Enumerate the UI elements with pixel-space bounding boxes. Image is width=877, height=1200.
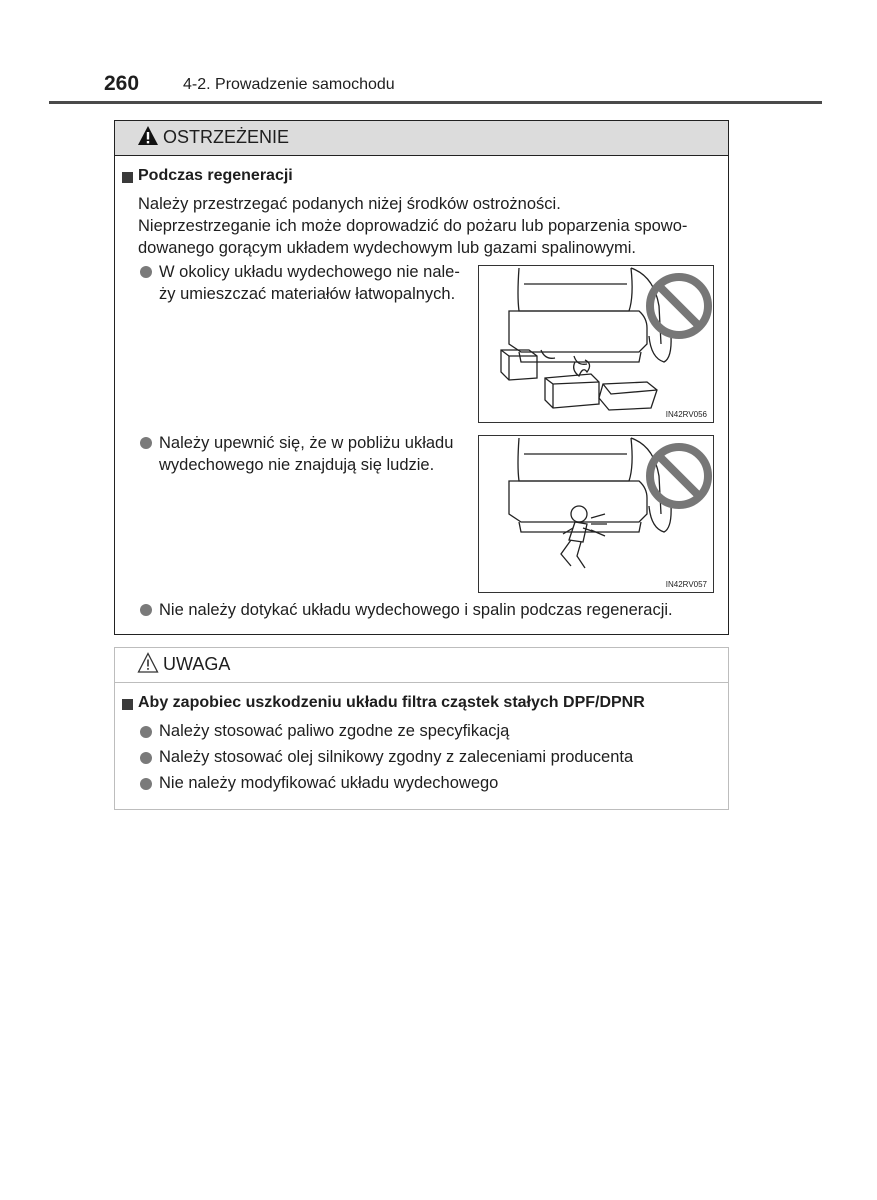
- section-title: 4-2. Prowadzenie samochodu: [183, 76, 395, 93]
- warning-box: [114, 120, 729, 635]
- bullet-dot-icon: [140, 266, 152, 278]
- notice-box: [114, 647, 729, 810]
- illustration-people: [478, 435, 714, 593]
- bullet-line: ży umieszczać materiałów łatwopalnych.: [159, 285, 456, 303]
- figure-code: IN42RV056: [665, 410, 707, 419]
- warning-header: [115, 121, 728, 156]
- warning-bullet: [159, 432, 453, 476]
- notice-bullet: Należy stosować olej silnikowy zgodny z zaleceniami producenta: [159, 748, 634, 766]
- notice-header: [115, 648, 728, 683]
- car-rear-person-illustration: [479, 436, 715, 594]
- page-number: 260: [104, 72, 140, 95]
- illustration-flammable: [478, 265, 714, 423]
- intro-line: Należy przestrzegać podanych niżej środków ostrożności.: [138, 195, 561, 213]
- bullet-line: Należy upewnić się, że w pobliżu układu: [159, 434, 454, 452]
- warning-bullet: [159, 599, 673, 621]
- notice-bullet: Nie należy modyfikować układu wydechowego: [159, 774, 499, 792]
- warning-bullet: [159, 261, 460, 305]
- bullet-dot-icon: [140, 726, 152, 738]
- car-rear-flammable-illustration: [479, 266, 715, 424]
- bullet-dot-icon: [140, 778, 152, 790]
- warning-intro: [138, 193, 687, 259]
- square-bullet-icon: [122, 172, 133, 183]
- intro-line: dowanego gorącym układem wydechowym lub gazami spalinowymi.: [138, 239, 636, 257]
- notice-subheading: Aby zapobiec uszkodzeniu układu filtra cząstek stałych DPF/DPNR: [138, 694, 645, 711]
- figure-code: IN42RV057: [665, 580, 707, 589]
- intro-line: Nieprzestrzeganie ich może doprowadzić do pożaru lub poparzenia spowo-: [138, 217, 688, 235]
- header-rule: [49, 101, 822, 104]
- caution-triangle-icon: [137, 652, 159, 674]
- warning-title: OSTRZEŻENIE: [163, 127, 290, 147]
- square-bullet-icon: [122, 699, 133, 710]
- bullet-dot-icon: [140, 437, 152, 449]
- notice-title: UWAGA: [163, 654, 231, 674]
- warning-subheading: Podczas regeneracji: [138, 167, 293, 184]
- bullet-dot-icon: [140, 604, 152, 616]
- bullet-line: wydechowego nie znajdują się ludzie.: [159, 456, 435, 474]
- notice-bullet: Należy stosować paliwo zgodne ze specyfikacją: [159, 722, 510, 740]
- bullet-line: Nie należy dotykać układu wydechowego i spalin podczas regeneracji.: [159, 601, 673, 619]
- warning-triangle-icon: [137, 125, 159, 147]
- bullet-line: W okolicy układu wydechowego nie nale-: [159, 263, 460, 281]
- bullet-dot-icon: [140, 752, 152, 764]
